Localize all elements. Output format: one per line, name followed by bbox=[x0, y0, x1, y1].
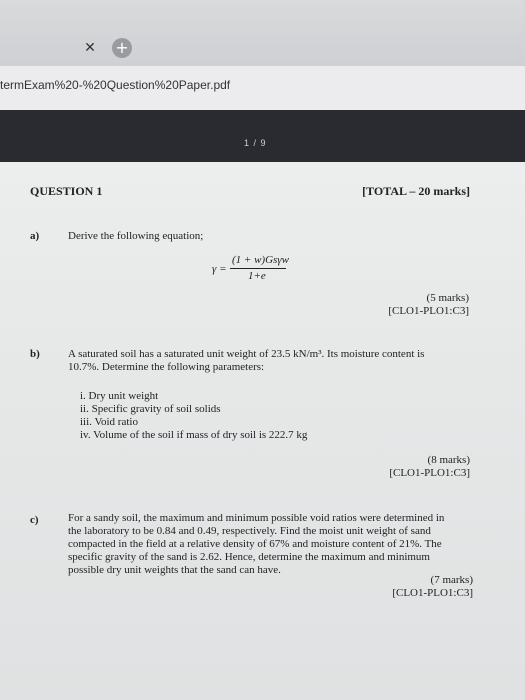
equation-lhs: γ = bbox=[212, 263, 227, 275]
part-b-list bbox=[80, 390, 307, 442]
part-b-marks bbox=[389, 454, 470, 480]
question-total-marks: [TOTAL – 20 marks] bbox=[362, 184, 470, 198]
equation-denominator: 1+e bbox=[248, 270, 266, 282]
question-title: QUESTION 1 bbox=[30, 184, 103, 198]
part-a-marks-value: (5 marks) bbox=[426, 292, 469, 304]
part-c-label: c) bbox=[30, 514, 39, 526]
part-a-prompt: Derive the following equation; bbox=[68, 230, 204, 242]
new-tab-icon[interactable]: + bbox=[112, 38, 132, 58]
part-b-line: A saturated soil has a saturated unit weight of 23.5 kN/m³. Its moisture content is bbox=[68, 348, 425, 360]
list-item: i. Dry unit weight bbox=[80, 390, 159, 402]
part-a-label: a) bbox=[30, 230, 40, 242]
part-c-line: For a sandy soil, the maximum and minimum possible void ratios were determined in bbox=[68, 512, 445, 524]
part-b-clo: [CLO1-PLO1:C3] bbox=[389, 467, 470, 479]
part-c-clo: [CLO1-PLO1:C3] bbox=[392, 587, 473, 599]
close-tab-icon[interactable]: ✕ bbox=[84, 40, 96, 56]
part-c-marks bbox=[392, 574, 473, 600]
part-b-marks-value: (8 marks) bbox=[427, 454, 470, 466]
pdf-page bbox=[0, 162, 525, 700]
equation-numerator: (1 + w)Gsγw bbox=[232, 254, 289, 266]
part-a-marks bbox=[388, 292, 469, 318]
list-item: iv. Volume of the soil if mass of dry soil is 222.7 kg bbox=[80, 429, 308, 441]
part-b-line: 10.7%. Determine the following parameters: bbox=[68, 361, 265, 373]
part-c-line: possible dry unit weights that the sand can have. bbox=[68, 564, 281, 576]
part-a-clo: [CLO1-PLO1:C3] bbox=[388, 305, 469, 317]
part-b-label: b) bbox=[30, 348, 40, 360]
part-c-text bbox=[68, 512, 444, 577]
fraction-bar bbox=[230, 268, 286, 269]
part-c-line: compacted in the field at a relative density of 67% and moisture content of 21%. The bbox=[68, 538, 442, 550]
part-b-text bbox=[68, 348, 424, 374]
list-item: ii. Specific gravity of soil solids bbox=[80, 403, 221, 415]
part-c-line: specific gravity of the sand is 2.62. Hence, determine the maximum and minimum bbox=[68, 551, 430, 563]
page-indicator: 1 / 9 bbox=[244, 138, 267, 148]
part-c-marks-value: (7 marks) bbox=[430, 574, 473, 586]
browser-tab-bar bbox=[0, 0, 525, 66]
part-c-line: the laboratory to be 0.84 and 0.49, respectively. Find the moist unit weight of sand bbox=[68, 525, 431, 537]
list-item: iii. Void ratio bbox=[80, 416, 138, 428]
pdf-file-name: termExam%20-%20Question%20Paper.pdf bbox=[0, 78, 231, 92]
